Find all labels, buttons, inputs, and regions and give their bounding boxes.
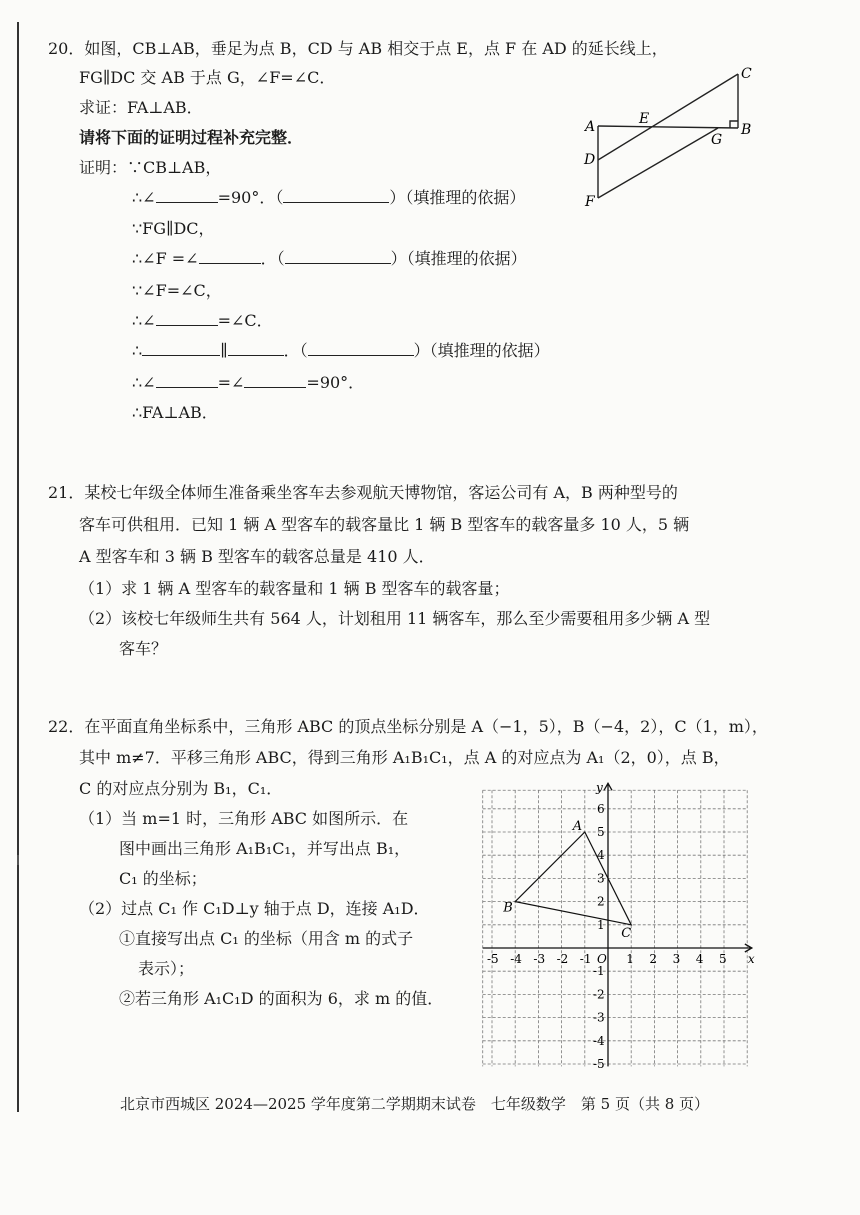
proof-step-8: ∴FA⊥AB． — [132, 403, 218, 422]
proof-step-4: ∵∠F=∠C， — [132, 281, 222, 300]
label-A: A — [585, 119, 596, 135]
coordinate-grid[interactable] — [478, 778, 763, 1068]
label-B: B — [741, 122, 752, 138]
answer-blank[interactable] — [156, 187, 218, 203]
proof-step-7-pre: ∴∠ — [132, 373, 156, 392]
answer-blank[interactable] — [142, 340, 220, 356]
proof-step-5-end: =∠C． — [217, 311, 273, 330]
proof-step-2: ∵FG∥DC， — [132, 219, 215, 238]
proof-step-3-pre: ∴∠F =∠ — [132, 249, 199, 268]
label-G: G — [711, 132, 723, 148]
x-tick-label: -2 — [556, 952, 569, 966]
q22-part-2i-a: ①直接写出点 C₁ 的坐标（用含 m 的式子 — [119, 929, 414, 948]
label-E: E — [639, 111, 650, 127]
label-F: F — [585, 194, 595, 210]
proof-step-1 — [132, 187, 525, 209]
y-tick-label: 5 — [597, 825, 605, 839]
q21-part-2b: 客车？ — [119, 639, 168, 658]
y-tick-label: 4 — [597, 848, 605, 863]
y-tick-label: -1 — [593, 964, 605, 979]
y-tick-label: -5 — [593, 1057, 605, 1068]
proof-head: 证明：∵CB⊥AB， — [79, 158, 222, 177]
x-tick-label: -5 — [487, 952, 499, 966]
q20-line-1: 20．如图，CB⊥AB，垂足为点 B，CD 与 AB 相交于点 E，点 F 在 AD 的延长线上， — [48, 39, 668, 58]
proof-step-7 — [132, 372, 364, 394]
answer-blank[interactable] — [156, 310, 218, 326]
point-B-label: B — [503, 900, 513, 916]
proof-step-5 — [132, 310, 273, 332]
q21-line-2: 客车可供租用．已知 1 辆 A 型客车的载客量比 1 辆 B 型客车的载客量多 10 人，5 辆 — [79, 515, 690, 534]
x-tick-label: -4 — [510, 952, 522, 966]
y-tick-label: 6 — [597, 801, 605, 816]
q20-line-2: FG∥DC 交 AB 于点 G，∠F=∠C． — [79, 68, 336, 87]
binding-line — [17, 22, 19, 1112]
segment-AB — [598, 126, 738, 128]
x-tick-label: 5 — [719, 952, 727, 966]
x-tick-label: 2 — [649, 952, 658, 966]
x-tick-label: -3 — [533, 952, 546, 966]
proof-step-5-pre: ∴∠ — [132, 311, 156, 330]
y-axis-label: y — [596, 780, 603, 795]
answer-blank[interactable] — [228, 340, 284, 356]
q21-part-1: （1）求 1 辆 A 型客车的载客量和 1 辆 B 型客车的载客量； — [79, 579, 510, 598]
q21-line-3: A 型客车和 3 辆 B 型客车的载客总量是 410 人． — [79, 547, 435, 566]
reason-blank[interactable] — [285, 248, 391, 264]
proof-step-1-mid: =90°．（ — [217, 188, 284, 207]
q21-line-1: 21．某校七年级全体师生准备乘坐客车去参观航天博物馆，客运公司有 A，B 两种型号的 — [48, 483, 678, 502]
proof-step-6 — [132, 340, 550, 362]
x-tick-label: 4 — [695, 952, 704, 966]
reason-blank[interactable] — [308, 340, 414, 356]
proof-step-7-mid: =∠ — [217, 373, 245, 392]
origin-label: O — [597, 952, 607, 966]
reason-blank[interactable] — [283, 187, 389, 203]
proof-step-3-mid: ．（ — [260, 249, 285, 268]
q22-part-1c: C₁ 的坐标； — [119, 869, 207, 888]
label-C: C — [741, 66, 752, 82]
q22-part-2ii: ②若三角形 A₁C₁D 的面积为 6，求 m 的值． — [119, 989, 444, 1008]
x-tick-label: 3 — [672, 952, 681, 966]
q22-line-3: C 的对应点分别为 B₁，C₁． — [79, 779, 283, 798]
y-tick-label: 3 — [597, 871, 605, 886]
proof-step-6-mid2: ．（ — [283, 341, 308, 360]
y-tick-label: -4 — [593, 1033, 605, 1048]
q22-part-2: （2）过点 C₁ 作 C₁D⊥y 轴于点 D，连接 A₁D． — [79, 899, 430, 918]
q22-line-2: 其中 m≠7．平移三角形 ABC，得到三角形 A₁B₁C₁，点 A 的对应点为 A₁（2，0），点 B， — [79, 748, 730, 767]
q22-part-2i-b: 表示）； — [138, 959, 195, 978]
proof-step-3 — [132, 248, 527, 270]
proof-step-1-pre: ∴∠ — [132, 188, 156, 207]
q22-part-1b: 图中画出三角形 A₁B₁C₁，并写出点 B₁， — [119, 839, 411, 858]
y-tick-label: 1 — [597, 917, 605, 932]
q21-part-2a: （2）该校七年级师生共有 564 人，计划租用 11 辆客车，那么至少需要租用多少辆 A 型 — [79, 609, 711, 628]
proof-step-3-end: ）（填推理的依据） — [390, 249, 527, 268]
answer-blank[interactable] — [199, 248, 261, 264]
segment-FG — [598, 128, 718, 198]
proof-step-7-end: =90°． — [306, 373, 365, 392]
x-tick-label: -1 — [579, 952, 592, 966]
proof-step-1-end: ）（填推理的依据） — [389, 188, 526, 207]
label-D: D — [584, 152, 596, 168]
q22-line-1: 22．在平面直角坐标系中，三角形 ABC 的顶点坐标分别是 A（−1，5），B（−4，2），C（1，m）， — [48, 717, 768, 736]
proof-step-6-mid: ∥ — [220, 341, 228, 360]
proof-step-6-pre: ∴ — [132, 341, 143, 360]
point-A-label: A — [572, 819, 583, 834]
y-tick-label: 2 — [597, 894, 605, 909]
proof-step-6-end: ）（填推理的依据） — [413, 341, 550, 360]
page-footer: 北京市西城区 2024—2025 学年度第二学期期末试卷 七年级数学 第 5 页（共 8 页） — [120, 1095, 710, 1113]
x-tick-label: 1 — [626, 952, 634, 966]
y-tick-label: -2 — [593, 987, 605, 1002]
answer-blank[interactable] — [156, 372, 218, 388]
answer-blank[interactable] — [244, 372, 306, 388]
q20-instruction: 请将下面的证明过程补充完整． — [79, 128, 304, 147]
x-axis-label: x — [747, 952, 755, 966]
margin-tick — [17, 855, 19, 865]
q20-line-3: 求证：FA⊥AB． — [79, 98, 203, 117]
right-angle-mark — [730, 121, 738, 128]
q22-part-1a: （1）当 m=1 时，三角形 ABC 如图所示．在 — [79, 809, 409, 828]
point-C-label: C — [621, 925, 632, 941]
q20-geometry-figure — [575, 62, 760, 212]
y-tick-label: -3 — [593, 1010, 605, 1025]
